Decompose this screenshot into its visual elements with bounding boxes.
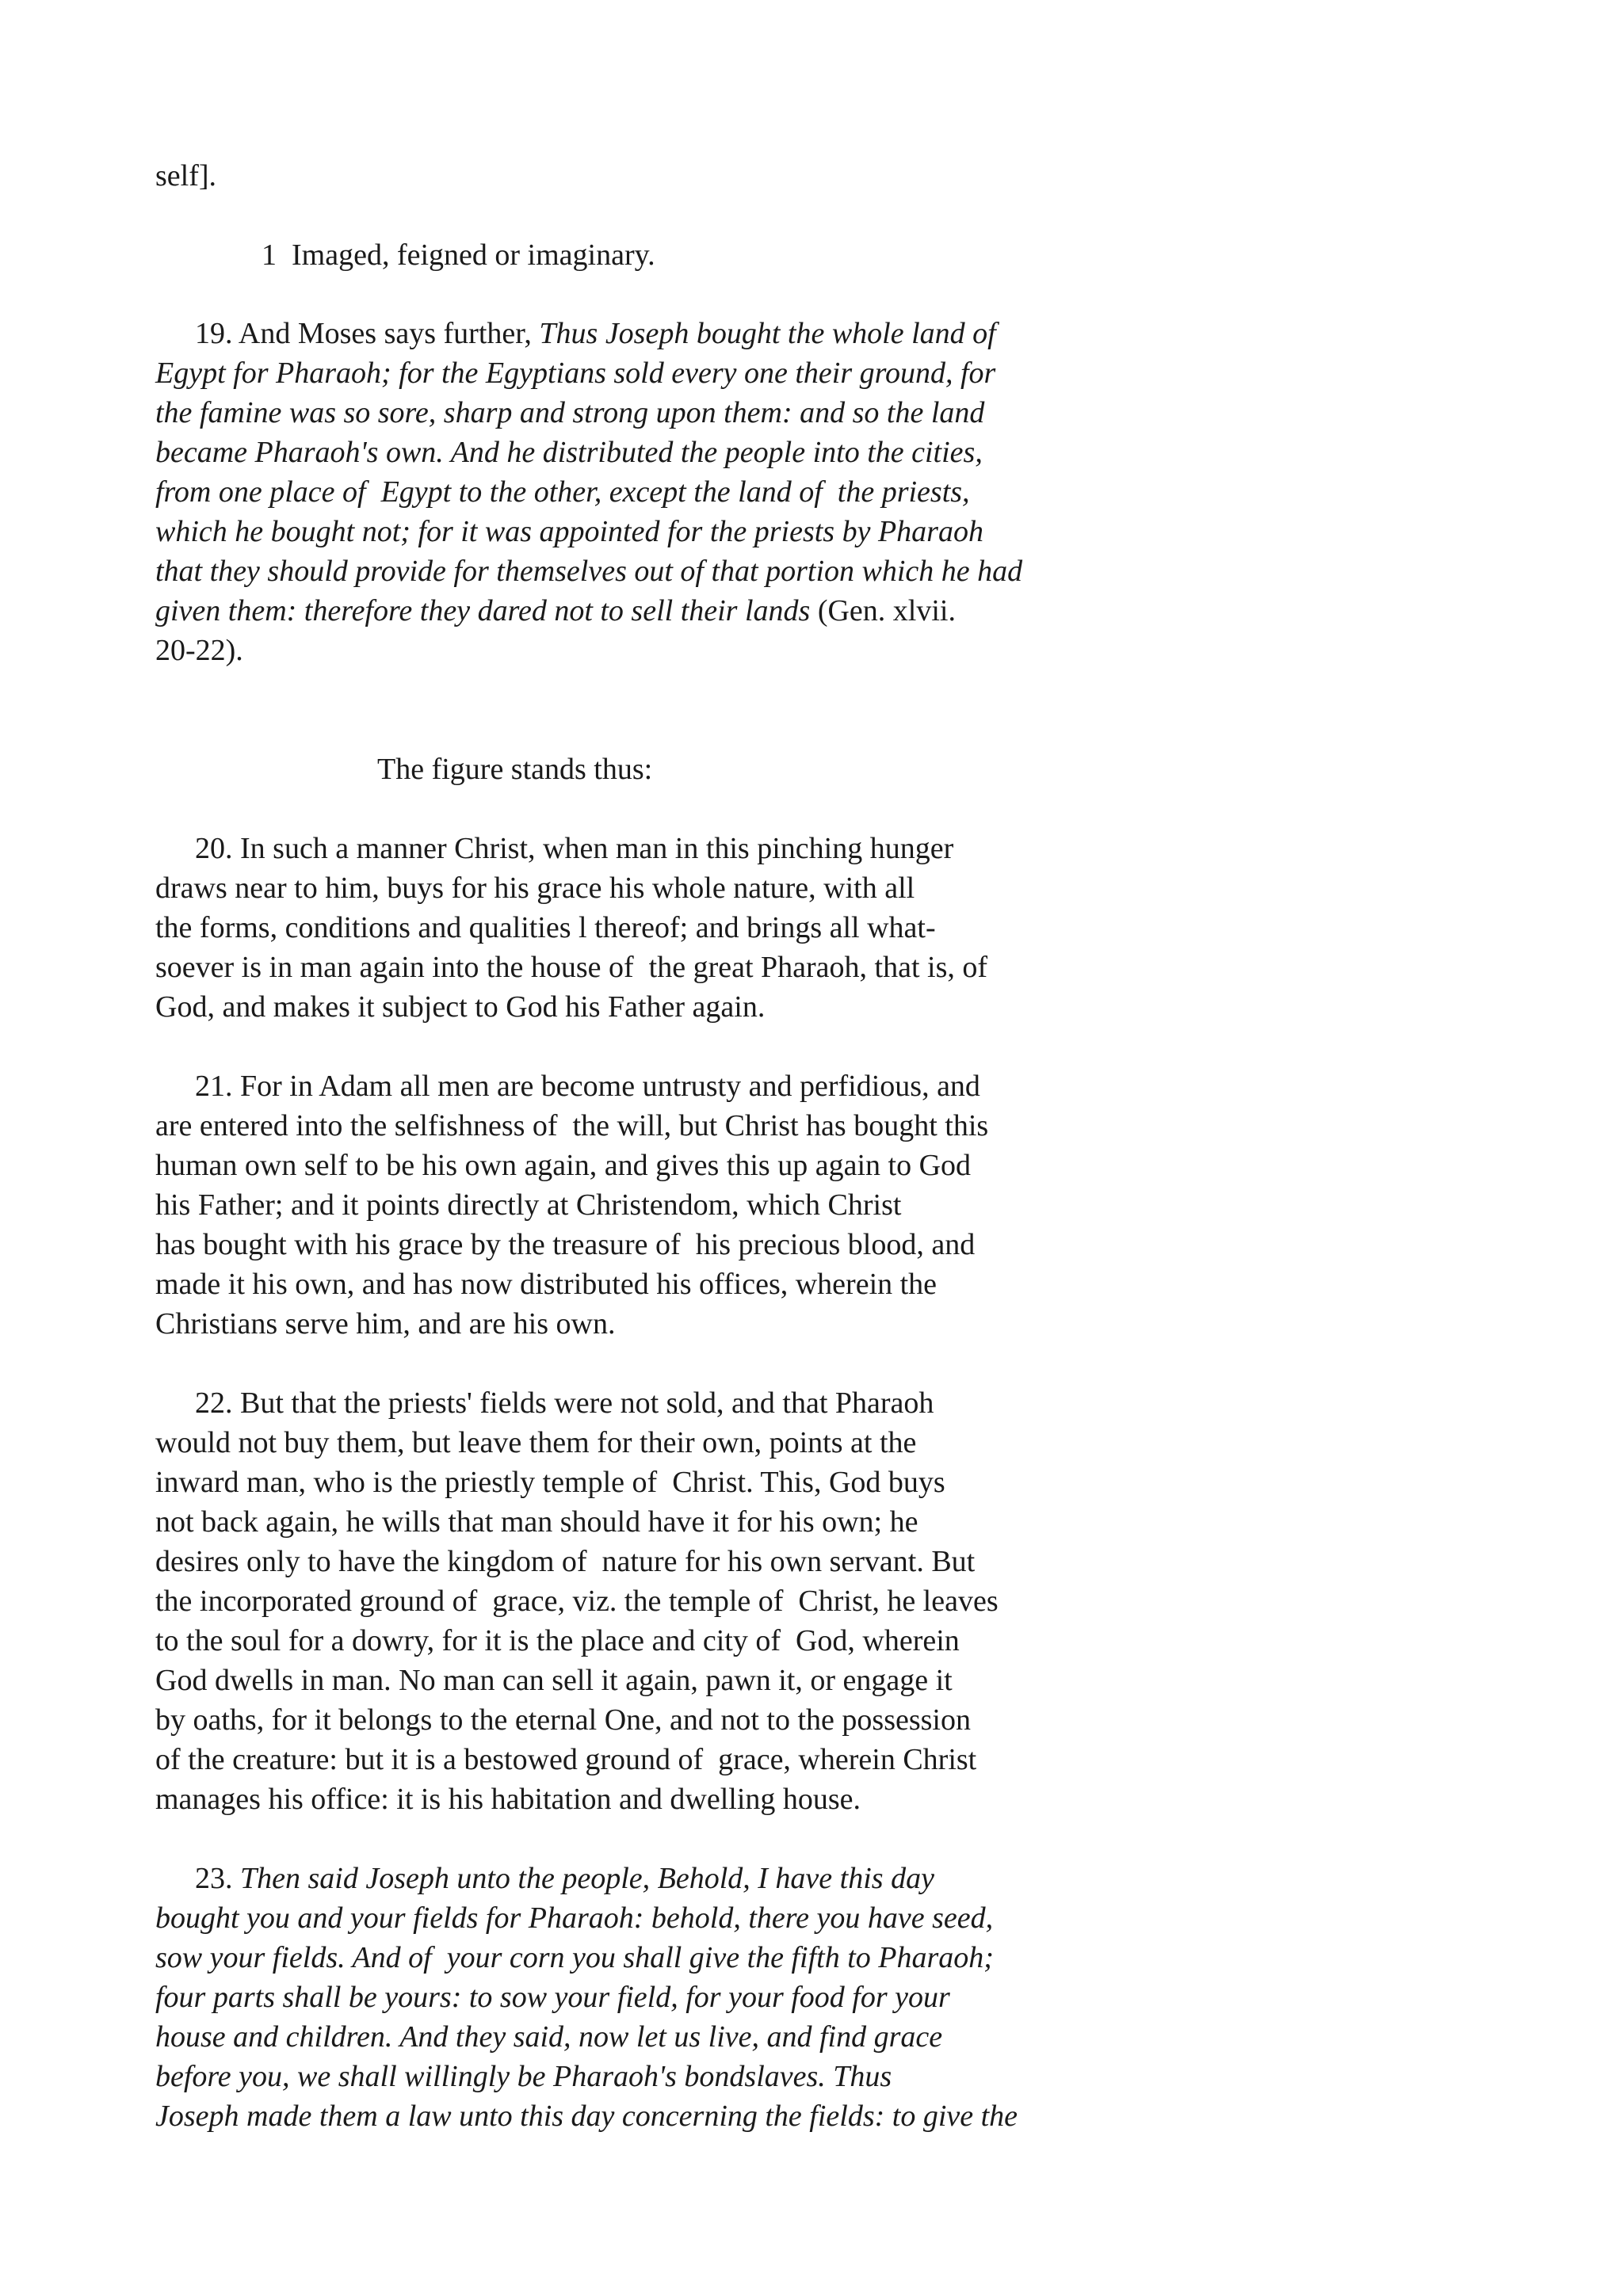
paragraph-22-line: by oaths, for it belongs to the eternal One, and not to the possession	[155, 1703, 971, 1737]
paragraph-19-line: that they should provide for themselves out of that portion which he had	[155, 555, 1023, 588]
paragraph-23-line: four parts shall be yours: to sow your field, for your food for your	[155, 1981, 950, 2014]
paragraph-20-line: soever is in man again into the house of the great Pharaoh, that is, of	[155, 951, 988, 984]
paragraph-22-line: manages his office: it is his habitation and dwelling house.	[155, 1783, 861, 1816]
paragraph-21-line: his Father; and it points directly at Christendom, which Christ	[155, 1188, 902, 1222]
paragraph-21-line: 21. For in Adam all men are become untrusty and perfidious, and	[195, 1070, 980, 1103]
paragraph-22-line: desires only to have the kingdom of nature for his own servant. But	[155, 1545, 976, 1578]
paragraph-19-line: from one place of Egypt to the other, except the land of the priests,	[155, 475, 970, 509]
paragraph-19-line: which he bought not; for it was appointed for the priests by Pharaoh	[155, 515, 983, 548]
footnote: 1 Imaged, feigned or imaginary.	[262, 238, 655, 272]
paragraph-21-line: has bought with his grace by the treasure of his precious blood, and	[155, 1228, 976, 1261]
paragraph-21-line: human own self to be his own again, and gives this up again to God	[155, 1149, 972, 1182]
paragraph-23-line: sow your fields. And of your corn you shall give the fifth to Pharaoh;	[155, 1941, 994, 1974]
paragraph-20-line: 20. In such a manner Christ, when man in this pinching hunger	[195, 832, 954, 865]
paragraph-22-line: inward man, who is the priestly temple of Christ. This, God buys	[155, 1466, 945, 1499]
paragraph-20-line: draws near to him, buys for his grace his whole nature, with all	[155, 871, 915, 905]
paragraph-22-line: would not buy them, but leave them for their own, points at the	[155, 1426, 917, 1459]
paragraph-23-line: before you, we shall willingly be Pharaoh's bondslaves. Thus	[155, 2060, 892, 2093]
paragraph-19-line: became Pharaoh's own. And he distributed the people into the cities,	[155, 436, 983, 469]
paragraph-19-line: the famine was so sore, sharp and strong upon them: and so the land	[155, 396, 985, 429]
paragraph-22-line: God dwells in man. No man can sell it again, pawn it, or engage it	[155, 1664, 953, 1697]
paragraph-19-line: given them: therefore they dared not to sell their lands (Gen. xlvii.	[155, 594, 956, 627]
paragraph-19-line: 20-22).	[155, 634, 243, 667]
paragraph-19-line: Egypt for Pharaoh; for the Egyptians sold every one their ground, for	[155, 357, 996, 390]
text-line: self].	[155, 159, 217, 193]
paragraph-22-line: of the creature: but it is a bestowed ground of grace, wherein Christ	[155, 1743, 977, 1776]
paragraph-22-line: not back again, he wills that man should have it for his own; he	[155, 1505, 918, 1539]
paragraph-22-line: to the soul for a dowry, for it is the place and city of God, wherein	[155, 1624, 960, 1657]
paragraph-20-line: God, and makes it subject to God his Father again.	[155, 990, 766, 1024]
paragraph-23-line: bought you and your fields for Pharaoh: behold, there you have seed,	[155, 1901, 994, 1935]
section-heading: The figure stands thus:	[377, 753, 653, 786]
paragraph-22-line: 22. But that the priests' fields were not sold, and that Pharaoh	[195, 1386, 934, 1420]
paragraph-19-line: 19. And Moses says further, Thus Joseph bought the whole land of	[195, 317, 996, 350]
paragraph-23-line: Joseph made them a law unto this day concerning the fields: to give the	[155, 2100, 1018, 2133]
paragraph-21-line: are entered into the selfishness of the will, but Christ has bought this	[155, 1109, 989, 1142]
paragraph-21-line: Christians serve him, and are his own.	[155, 1307, 616, 1341]
paragraph-22-line: the incorporated ground of grace, viz. the temple of Christ, he leaves	[155, 1585, 999, 1618]
paragraph-20-line: the forms, conditions and qualities l thereof; and brings all what-	[155, 911, 936, 944]
paragraph-21-line: made it his own, and has now distributed his offices, wherein the	[155, 1268, 938, 1301]
paragraph-23-line: 23. Then said Joseph unto the people, Behold, I have this day	[195, 1862, 934, 1895]
paragraph-23-line: house and children. And they said, now let us live, and find grace	[155, 2020, 943, 2054]
